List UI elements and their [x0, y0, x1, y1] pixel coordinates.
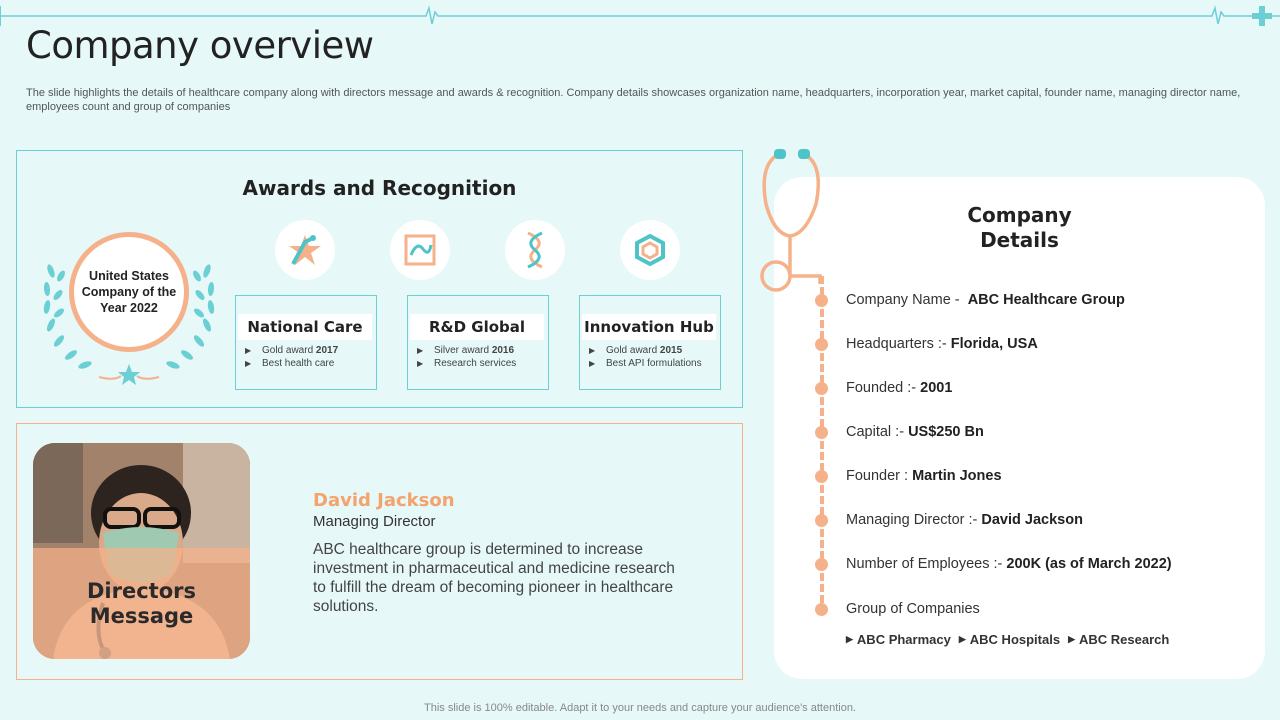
detail-label: Company Name -	[846, 292, 968, 308]
timeline-dot	[815, 514, 828, 527]
trophy-icon: ▶	[417, 346, 424, 355]
award-card-innovation-hub	[579, 295, 721, 390]
hexagon-icon	[620, 220, 680, 280]
timeline-dot	[815, 426, 828, 439]
detail-value: 2001	[920, 380, 953, 396]
director-role: Managing Director	[313, 513, 436, 530]
group-company-name: ABC Research	[1079, 632, 1170, 647]
company-details-title	[774, 203, 1265, 253]
detail-label: Founder :	[846, 468, 913, 484]
award-year: 2015	[659, 345, 683, 356]
trophy-icon: ▶	[245, 359, 252, 368]
trophy-icon: ▶	[589, 346, 596, 355]
detail-value: 200K (as of March 2022)	[1006, 556, 1172, 572]
group-companies-list	[846, 632, 1177, 647]
directors-message-label: Directors Message	[33, 548, 250, 659]
trophy-icon: ▶	[245, 346, 252, 355]
detail-label: Founded :-	[846, 380, 921, 396]
detail-founder	[846, 468, 1002, 484]
timeline-dot	[815, 382, 828, 395]
detail-value: David Jackson	[981, 512, 1083, 528]
group-company-item	[1068, 632, 1169, 647]
award-line: Gold award	[262, 345, 316, 356]
award-line: Gold award	[606, 345, 660, 356]
detail-value: Martin Jones	[912, 468, 1002, 484]
group-company-name: ABC Hospitals	[969, 632, 1061, 647]
page-title: Company overview	[26, 24, 374, 67]
page-subtitle: The slide highlights the details of healthcare company along with directors message and awards & recognition. Company details showcases organization name, headquarters, incorporation year, market capital, founder name, managing director name, employees count and group of companies	[26, 87, 1241, 113]
award-card-national-care	[235, 295, 377, 390]
director-name: David Jackson	[313, 490, 455, 511]
truck-icon: ▶	[846, 634, 853, 644]
detail-label: Number of Employees :-	[846, 556, 1007, 572]
timeline-dot	[815, 294, 828, 307]
detail-founded	[846, 380, 952, 396]
footer-note: This slide is 100% editable. Adapt it to your needs and capture your audience's attention.	[424, 702, 856, 714]
timeline-dot	[815, 603, 828, 616]
detail-headquarters	[846, 336, 1038, 352]
award-badge: United States Company of the Year 2022	[69, 232, 189, 352]
detail-managing-director	[846, 512, 1083, 528]
director-message-text: ABC healthcare group is determined to increase investment in pharmaceutical and medicine research to fulfill the dream of becoming pioneer in healthcare solutions.	[313, 541, 675, 615]
award-year: 2016	[491, 345, 515, 356]
group-company-name: ABC Pharmacy	[856, 632, 951, 647]
award-line: Research services	[434, 358, 517, 369]
awards-panel	[16, 150, 743, 408]
trophy-icon: ▶	[417, 359, 424, 368]
group-company-item	[959, 632, 1060, 647]
award-line: Best API formulations	[606, 358, 702, 369]
rd-square-icon	[390, 220, 450, 280]
truck-icon: ▶	[958, 634, 966, 644]
award-line: Best health care	[262, 358, 335, 369]
award-year: 2017	[315, 345, 339, 356]
group-company-item	[846, 632, 951, 647]
truck-icon: ▶	[1068, 634, 1075, 644]
timeline-dot	[815, 558, 828, 571]
timeline-dot	[815, 470, 828, 483]
detail-value: ABC Healthcare Group	[967, 292, 1125, 308]
detail-label: Managing Director :-	[846, 512, 982, 528]
detail-capital	[846, 424, 984, 440]
award-card-rd-global	[407, 295, 549, 390]
detail-label: Capital :-	[846, 424, 909, 440]
detail-label: Group of Companies	[846, 601, 980, 617]
detail-value: Florida, USA	[950, 336, 1038, 352]
detail-company-name	[846, 292, 1125, 308]
detail-label: Headquarters :-	[846, 336, 951, 352]
trophy-icon: ▶	[589, 359, 596, 368]
dna-icon	[505, 220, 565, 280]
timeline-dot	[815, 338, 828, 351]
detail-group-of-companies	[846, 601, 980, 617]
award-card-title: National Care	[238, 314, 372, 340]
director-photo	[33, 443, 250, 659]
details-title-text: Company Details	[967, 203, 1072, 252]
award-line: Silver award	[434, 345, 492, 356]
directors-message-panel	[16, 423, 743, 680]
award-card-title: R&D Global	[410, 314, 544, 340]
detail-value: US$250 Bn	[908, 424, 984, 440]
detail-employees	[846, 556, 1172, 572]
award-card-title: Innovation Hub	[582, 314, 716, 340]
awards-title: Awards and Recognition	[242, 176, 517, 200]
star-person-icon	[275, 220, 335, 280]
